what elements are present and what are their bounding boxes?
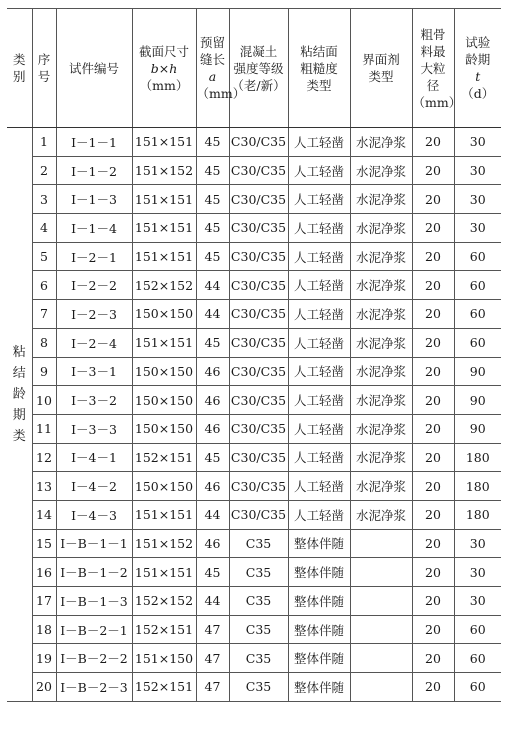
cell-grade: C35 bbox=[229, 529, 288, 558]
table-row bbox=[7, 300, 501, 329]
cell-roughness: 整体伴随 bbox=[288, 558, 350, 587]
cell-grade: C35 bbox=[229, 673, 288, 702]
cell-seq: 11 bbox=[32, 414, 56, 443]
cell-roughness: 人工轻凿 bbox=[288, 443, 350, 472]
cell-grade: C30/C35 bbox=[229, 472, 288, 501]
table-row bbox=[7, 644, 501, 673]
cell-section: 152×152 bbox=[132, 271, 196, 300]
cell-roughness: 人工轻凿 bbox=[288, 414, 350, 443]
cell-grade: C30/C35 bbox=[229, 185, 288, 214]
cell-seq: 18 bbox=[32, 615, 56, 644]
cell-specimen-id: I－3－3 bbox=[56, 414, 132, 443]
header-grade-line3: （老/新） bbox=[231, 77, 286, 93]
cell-age: 30 bbox=[454, 185, 501, 214]
cell-agent: 水泥净浆 bbox=[350, 443, 412, 472]
table-body bbox=[7, 128, 501, 702]
cell-roughness: 人工轻凿 bbox=[288, 357, 350, 386]
cell-seq: 1 bbox=[32, 128, 56, 157]
header-age-line1: 试验 bbox=[465, 35, 491, 50]
cell-specimen-id: I－4－3 bbox=[56, 500, 132, 529]
cell-agent bbox=[350, 558, 412, 587]
cell-age: 60 bbox=[454, 242, 501, 271]
cell-seq: 17 bbox=[32, 587, 56, 616]
cell-age: 30 bbox=[454, 587, 501, 616]
cell-section: 151×152 bbox=[132, 529, 196, 558]
cell-agent: 水泥净浆 bbox=[350, 156, 412, 185]
header-section-line3: （mm） bbox=[139, 77, 189, 93]
header-gap-line3: a bbox=[208, 69, 217, 84]
cell-gap: 44 bbox=[196, 500, 229, 529]
cell-specimen-id: I－2－4 bbox=[56, 328, 132, 357]
cell-seq: 9 bbox=[32, 357, 56, 386]
table-row bbox=[7, 156, 501, 185]
cell-grade: C30/C35 bbox=[229, 500, 288, 529]
cell-age: 180 bbox=[454, 500, 501, 529]
header-age-line2: 龄期 bbox=[465, 52, 491, 67]
header-agent-line2: 类型 bbox=[368, 69, 394, 84]
cell-specimen-id: I－B－1－2 bbox=[56, 558, 132, 587]
cell-gap: 46 bbox=[196, 386, 229, 415]
cell-section: 152×151 bbox=[132, 615, 196, 644]
cell-aggregate: 20 bbox=[412, 357, 454, 386]
header-grade-line2: 强度等级 bbox=[233, 60, 284, 76]
cell-agent: 水泥净浆 bbox=[350, 271, 412, 300]
cell-agent: 水泥净浆 bbox=[350, 128, 412, 157]
cell-seq: 15 bbox=[32, 529, 56, 558]
header-agent-line1: 界面剂 bbox=[362, 52, 400, 67]
cell-agent bbox=[350, 673, 412, 702]
header-gap-line4: （mm） bbox=[196, 86, 246, 101]
cell-section: 150×150 bbox=[132, 414, 196, 443]
cell-agent bbox=[350, 529, 412, 558]
header-gap bbox=[196, 9, 246, 128]
cell-gap: 46 bbox=[196, 529, 229, 558]
header-age-line3: t bbox=[475, 69, 481, 84]
cell-seq: 16 bbox=[32, 558, 56, 587]
table-row bbox=[7, 414, 501, 443]
header-roughness-line2: 粗糙度 bbox=[300, 60, 338, 76]
cell-grade: C30/C35 bbox=[229, 443, 288, 472]
cell-roughness: 人工轻凿 bbox=[288, 328, 350, 357]
header-aggregate-line2: 料最 bbox=[420, 43, 446, 59]
header-specimen-id bbox=[56, 9, 132, 128]
table-row bbox=[7, 615, 501, 644]
cell-gap: 45 bbox=[196, 185, 229, 214]
table-row bbox=[7, 587, 501, 616]
header-roughness-line1: 粘结面 bbox=[300, 43, 338, 59]
cell-age: 60 bbox=[454, 328, 501, 357]
table-row bbox=[7, 128, 501, 157]
cell-roughness: 人工轻凿 bbox=[288, 156, 350, 185]
header-gap-line2: 缝长 bbox=[199, 52, 225, 67]
cell-gap: 45 bbox=[196, 156, 229, 185]
cell-age: 60 bbox=[454, 673, 501, 702]
cell-agent: 水泥净浆 bbox=[350, 472, 412, 501]
cell-section: 150×150 bbox=[132, 386, 196, 415]
cell-grade: C30/C35 bbox=[229, 214, 288, 243]
header-category bbox=[7, 9, 32, 128]
cell-gap: 47 bbox=[196, 615, 229, 644]
cell-aggregate: 20 bbox=[412, 472, 454, 501]
cell-aggregate: 20 bbox=[412, 242, 454, 271]
cell-gap: 45 bbox=[196, 214, 229, 243]
table-row bbox=[7, 185, 501, 214]
cell-gap: 45 bbox=[196, 558, 229, 587]
cell-specimen-id: I－3－1 bbox=[56, 357, 132, 386]
cell-grade: C35 bbox=[229, 644, 288, 673]
header-roughness bbox=[288, 9, 350, 128]
cell-aggregate: 20 bbox=[412, 673, 454, 702]
cell-agent: 水泥净浆 bbox=[350, 185, 412, 214]
cell-roughness: 整体伴随 bbox=[288, 644, 350, 673]
cell-gap: 46 bbox=[196, 357, 229, 386]
table-row bbox=[7, 472, 501, 501]
header-row bbox=[7, 9, 501, 128]
cell-section: 151×151 bbox=[132, 214, 196, 243]
cell-age: 30 bbox=[454, 529, 501, 558]
table-row bbox=[7, 558, 501, 587]
cell-aggregate: 20 bbox=[412, 328, 454, 357]
header-aggregate-line3: 大粒 bbox=[420, 60, 446, 76]
cell-gap: 45 bbox=[196, 128, 229, 157]
cell-gap: 46 bbox=[196, 414, 229, 443]
cell-specimen-id: I－2－2 bbox=[56, 271, 132, 300]
cell-roughness: 人工轻凿 bbox=[288, 242, 350, 271]
cell-seq: 12 bbox=[32, 443, 56, 472]
cell-roughness: 整体伴随 bbox=[288, 587, 350, 616]
header-aggregate-line4: 径 bbox=[426, 77, 440, 93]
cell-aggregate: 20 bbox=[412, 500, 454, 529]
cell-aggregate: 20 bbox=[412, 587, 454, 616]
cell-age: 30 bbox=[454, 558, 501, 587]
cell-age: 30 bbox=[454, 156, 501, 185]
table-row bbox=[7, 500, 501, 529]
cell-specimen-id: I－B－1－1 bbox=[56, 529, 132, 558]
cell-specimen-id: I－B－2－3 bbox=[56, 673, 132, 702]
header-section-line2: b×h bbox=[150, 60, 178, 76]
header-roughness-line3: 类型 bbox=[306, 77, 332, 93]
cell-age: 180 bbox=[454, 443, 501, 472]
cell-section: 151×151 bbox=[132, 128, 196, 157]
cell-gap: 45 bbox=[196, 443, 229, 472]
cell-roughness: 人工轻凿 bbox=[288, 214, 350, 243]
cell-section: 152×152 bbox=[132, 587, 196, 616]
cell-agent: 水泥净浆 bbox=[350, 357, 412, 386]
cell-grade: C30/C35 bbox=[229, 128, 288, 157]
cell-grade: C30/C35 bbox=[229, 242, 288, 271]
cell-aggregate: 20 bbox=[412, 529, 454, 558]
cell-age: 60 bbox=[454, 615, 501, 644]
cell-aggregate: 20 bbox=[412, 271, 454, 300]
cell-specimen-id: I－2－1 bbox=[56, 242, 132, 271]
cell-gap: 45 bbox=[196, 242, 229, 271]
cell-agent: 水泥净浆 bbox=[350, 414, 412, 443]
cell-aggregate: 20 bbox=[412, 644, 454, 673]
cell-section: 151×151 bbox=[132, 328, 196, 357]
cell-specimen-id: I－1－4 bbox=[56, 214, 132, 243]
cell-gap: 44 bbox=[196, 587, 229, 616]
cell-grade: C30/C35 bbox=[229, 386, 288, 415]
header-category-label: 类别 bbox=[12, 52, 26, 84]
table-row bbox=[7, 673, 501, 702]
cell-seq: 6 bbox=[32, 271, 56, 300]
cell-roughness: 人工轻凿 bbox=[288, 386, 350, 415]
header-specimen-id-label: 试件编号 bbox=[68, 60, 119, 76]
cell-age: 60 bbox=[454, 644, 501, 673]
cell-agent bbox=[350, 587, 412, 616]
table-header bbox=[7, 9, 501, 128]
cell-grade: C35 bbox=[229, 558, 288, 587]
cell-roughness: 整体伴随 bbox=[288, 615, 350, 644]
cell-aggregate: 20 bbox=[412, 558, 454, 587]
header-age bbox=[454, 9, 501, 128]
cell-specimen-id: I－4－2 bbox=[56, 472, 132, 501]
cell-seq: 3 bbox=[32, 185, 56, 214]
cell-grade: C30/C35 bbox=[229, 300, 288, 329]
cell-specimen-id: I－1－3 bbox=[56, 185, 132, 214]
cell-roughness: 人工轻凿 bbox=[288, 271, 350, 300]
cell-age: 60 bbox=[454, 271, 501, 300]
header-aggregate bbox=[412, 9, 462, 128]
header-section-line1: 截面尺寸 bbox=[138, 43, 189, 59]
cell-grade: C30/C35 bbox=[229, 156, 288, 185]
cell-roughness: 人工轻凿 bbox=[288, 472, 350, 501]
cell-grade: C35 bbox=[229, 615, 288, 644]
header-grade-line1: 混凝土 bbox=[239, 43, 278, 59]
cell-seq: 19 bbox=[32, 644, 56, 673]
cell-seq: 13 bbox=[32, 472, 56, 501]
cell-grade: C30/C35 bbox=[229, 357, 288, 386]
cell-grade: C35 bbox=[229, 587, 288, 616]
document-page bbox=[7, 8, 501, 702]
table-row bbox=[7, 328, 501, 357]
cell-roughness: 人工轻凿 bbox=[288, 128, 350, 157]
cell-roughness: 人工轻凿 bbox=[288, 185, 350, 214]
header-aggregate-line5: （mm） bbox=[412, 94, 462, 110]
cell-aggregate: 20 bbox=[412, 386, 454, 415]
cell-aggregate: 20 bbox=[412, 185, 454, 214]
table-row bbox=[7, 529, 501, 558]
cell-grade: C30/C35 bbox=[229, 414, 288, 443]
cell-roughness: 整体伴随 bbox=[288, 673, 350, 702]
header-age-line4: （d） bbox=[461, 86, 495, 101]
cell-aggregate: 20 bbox=[412, 128, 454, 157]
cell-section: 151×151 bbox=[132, 185, 196, 214]
header-section bbox=[132, 9, 196, 128]
cell-age: 30 bbox=[454, 128, 501, 157]
cell-specimen-id: I－4－1 bbox=[56, 443, 132, 472]
table-row bbox=[7, 214, 501, 243]
table-row bbox=[7, 443, 501, 472]
header-agent bbox=[350, 9, 412, 128]
cell-specimen-id: I－B－2－1 bbox=[56, 615, 132, 644]
cell-agent: 水泥净浆 bbox=[350, 500, 412, 529]
cell-seq: 4 bbox=[32, 214, 56, 243]
cell-seq: 14 bbox=[32, 500, 56, 529]
cell-gap: 44 bbox=[196, 271, 229, 300]
header-gap-line1: 预留 bbox=[199, 35, 225, 50]
cell-roughness: 人工轻凿 bbox=[288, 300, 350, 329]
cell-specimen-id: I－1－2 bbox=[56, 156, 132, 185]
category-cell bbox=[7, 128, 32, 702]
cell-section: 152×151 bbox=[132, 443, 196, 472]
cell-section: 151×151 bbox=[132, 558, 196, 587]
cell-age: 180 bbox=[454, 472, 501, 501]
cell-seq: 7 bbox=[32, 300, 56, 329]
cell-agent: 水泥净浆 bbox=[350, 328, 412, 357]
cell-agent bbox=[350, 615, 412, 644]
cell-gap: 47 bbox=[196, 644, 229, 673]
cell-aggregate: 20 bbox=[412, 443, 454, 472]
cell-agent: 水泥净浆 bbox=[350, 300, 412, 329]
cell-aggregate: 20 bbox=[412, 156, 454, 185]
cell-aggregate: 20 bbox=[412, 300, 454, 329]
header-seq-label: 序号 bbox=[37, 52, 51, 84]
header-seq bbox=[32, 9, 56, 128]
cell-gap: 45 bbox=[196, 328, 229, 357]
cell-gap: 47 bbox=[196, 673, 229, 702]
cell-agent: 水泥净浆 bbox=[350, 214, 412, 243]
cell-section: 151×151 bbox=[132, 500, 196, 529]
cell-roughness: 人工轻凿 bbox=[288, 500, 350, 529]
table-row bbox=[7, 357, 501, 386]
cell-specimen-id: I－2－3 bbox=[56, 300, 132, 329]
cell-agent bbox=[350, 644, 412, 673]
table-row bbox=[7, 386, 501, 415]
cell-section: 151×152 bbox=[132, 156, 196, 185]
header-aggregate-line1: 粗骨 bbox=[420, 26, 446, 42]
cell-section: 150×150 bbox=[132, 300, 196, 329]
specimen-table bbox=[7, 8, 501, 702]
cell-seq: 2 bbox=[32, 156, 56, 185]
cell-section: 151×151 bbox=[132, 242, 196, 271]
table-row bbox=[7, 271, 501, 300]
table-row bbox=[7, 242, 501, 271]
cell-specimen-id: I－B－2－2 bbox=[56, 644, 132, 673]
cell-age: 30 bbox=[454, 214, 501, 243]
cell-section: 151×150 bbox=[132, 644, 196, 673]
cell-age: 60 bbox=[454, 300, 501, 329]
cell-age: 90 bbox=[454, 386, 501, 415]
cell-section: 150×150 bbox=[132, 472, 196, 501]
cell-grade: C30/C35 bbox=[229, 271, 288, 300]
cell-seq: 8 bbox=[32, 328, 56, 357]
cell-agent: 水泥净浆 bbox=[350, 242, 412, 271]
cell-specimen-id: I－1－1 bbox=[56, 128, 132, 157]
cell-specimen-id: I－3－2 bbox=[56, 386, 132, 415]
cell-seq: 5 bbox=[32, 242, 56, 271]
cell-aggregate: 20 bbox=[412, 615, 454, 644]
cell-gap: 46 bbox=[196, 472, 229, 501]
cell-section: 152×151 bbox=[132, 673, 196, 702]
cell-agent: 水泥净浆 bbox=[350, 386, 412, 415]
category-label: 粘结龄期类 bbox=[12, 344, 26, 444]
cell-aggregate: 20 bbox=[412, 214, 454, 243]
cell-age: 90 bbox=[454, 357, 501, 386]
cell-seq: 10 bbox=[32, 386, 56, 415]
cell-aggregate: 20 bbox=[412, 414, 454, 443]
cell-age: 90 bbox=[454, 414, 501, 443]
cell-seq: 20 bbox=[32, 673, 56, 702]
cell-gap: 44 bbox=[196, 300, 229, 329]
cell-grade: C30/C35 bbox=[229, 328, 288, 357]
cell-section: 150×150 bbox=[132, 357, 196, 386]
cell-specimen-id: I－B－1－3 bbox=[56, 587, 132, 616]
cell-roughness: 整体伴随 bbox=[288, 529, 350, 558]
header-grade bbox=[229, 9, 288, 128]
